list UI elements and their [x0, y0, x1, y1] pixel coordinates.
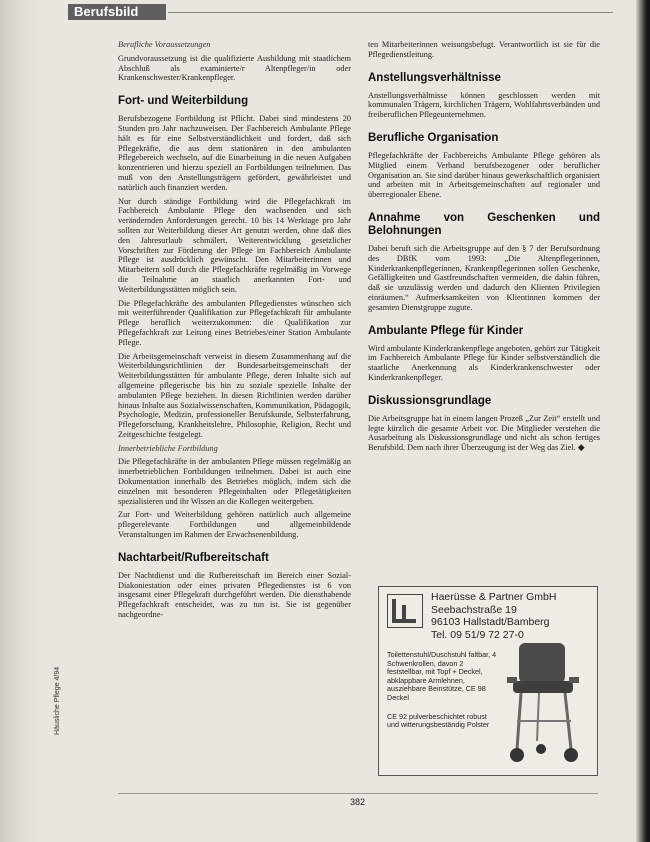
- heading-fort-weiterbildung: Fort- und Weiterbildung: [118, 95, 249, 108]
- continued-paragraph: ten Mitarbeiterinnen weisungsbefugt. Verantwortlich ist sie für die Pflegedienstleitung.: [368, 40, 600, 59]
- inner-paragraph-1: Die Pflegefachkräfte in der ambulanten Pflege müssen regelmäßig an innerbetrieblichen Fortbildungen teilnehmen. Dabei ist auch eine Dokumentation innerhalb des Betriebes möglich, indem sich die einzelnen mit besonderen Pflegeinhalten oder Pflegetätigkeiten spezialisieren und ihr Wissen an die Kollegen weitergeben.: [118, 457, 351, 506]
- commode-chair-icon: [499, 637, 591, 769]
- page-spine-shadow: [0, 0, 42, 842]
- company-logo-icon: [387, 594, 423, 628]
- fort-paragraph-1: Berufsbezogene Fortbildung ist Pflicht. Dabei sind mindestens 20 Stunden pro Jahr nachzuweisen. Der Fachbereich Ambulante Pflege hält es für eine Selbstverständlichkeit und fordert, daß sich Pflegekräfte, die aus dem stationären in den ambulanten Pflegebereich wechseln, auf die Einarbeitung in die neuen Aufgaben konzentrieren und hierzu speziell an Fortbildungen teilnehmen. Das muß von den Anstellungsträgern gefördert, gewährleistet und natürlich auch finanziert werden.: [118, 114, 351, 192]
- diskussion-text: Die Arbeitsgruppe hat in einem langen Prozeß „Zur Zeit“ erstellt und legte kürzlich die gesamte Arbeit vor. Die Mitglieder verstehen die Ausarbeitung als Diskussionsgrundlage und nicht als schon fertiges Berufsbild. Dem nach ihrer Überzeugung ist der Weg das Ziel.: [368, 413, 600, 453]
- end-mark: ◆: [577, 442, 585, 453]
- advertisement: [378, 586, 598, 776]
- heading-organisation: Berufliche Organisation: [368, 131, 499, 144]
- ad-description: [387, 651, 497, 740]
- page-number: 382: [350, 797, 366, 807]
- intro-paragraph: Grundvoraussetzung ist die qualifizierte Ausbildung mit staatlichem Abschluß als examinierte/r Altenpfleger/in oder Krankenschwester/Krankenpfleger.: [118, 53, 351, 83]
- fort-paragraph-3: Die Pflegefachkräfte des ambulanten Pflegedienstes wünschen sich mit weiterführender Qualifikation zur Pflegefachkraft für ambulante Pflege beruflich weiterzukommen: die Qualifikation zur Pflegefachkraft zur Leitung eines Betriebes/einer Station Ambulante Pflege.: [118, 298, 351, 347]
- ad-desc-2: CE 92 pulverbeschichtet robust und witterungsbeständig Polster: [387, 711, 490, 730]
- intro-subheading: Berufliche Voraussetzungen: [118, 40, 211, 49]
- ad-city: 96103 Hallstadt/Bamberg: [431, 616, 550, 628]
- ad-desc-1: Toilettenstuhl/Duschstuhl faltbar, 4 Schwenkrollen, davon 2 feststellbar, mit Topf + Deckel, abklappbare Armlehnen, ausziehbare Beinstütze, CE 98 Deckel: [387, 650, 497, 702]
- ad-street: Seebachstraße 19: [431, 603, 517, 616]
- geschenke-paragraph: Dabei beruft sich die Arbeitsgruppe auf den § 7 der Berufsordnung des DBfK vom 1993: „Die Altenpflegerinnen, Kinderkrankenpflegerinnen, Krankenpflegerinnen sollen Geschenke, Gefälligkeiten und Gastfreundschaften vermeiden, die dahin führen, daß sie unzulässig werden und dadurch den Klienten Privilegien einräumen.“ Aufmerksamkeiten von Klientinnen kommen der gesamten Dienstgruppe zugute.: [368, 243, 600, 312]
- side-caption: Häusliche Pflege 4/94: [54, 666, 61, 735]
- kinder-paragraph: Wird ambulante Kinderkrankenpflege angeboten, gehört zur Tätigkeit im Fachbereich Ambulante Pflege für Kinder selbstverständlich die staatliche Anerkennung als Kinderkrankenschwester oder Kinderkrankenpfleger.: [368, 343, 600, 382]
- inner-subheading: Innerbetriebliche Fortbildung: [118, 443, 218, 453]
- fort-paragraph-4: Die Arbeitsgemeinschaft verweist in diesem Zusammenhang auf die Weiterbildungsrichtlinien der Bundesarbeitsgemeinschaft der Weiterbildungsstätten für ambulante Pflege, deren Inhalte sich auf allgemeine pflegerische bis hin zu soziale spezielle Inhalte der ambulanten Pflege beziehen. In diesen Richtlinien werden darüber hinaus Inhalte aus Sozialwissenschaften, Kommunikation, Pädagogik, Psychologie, Medizin, professioneller Berufskunde, Selbsterfahrung, Pflegeforschung, Krankheitslehre, Philosophie, Religion, Recht und Zeitgeschichte festgelegt.: [118, 351, 351, 439]
- inner-paragraph-2: Zur Fort- und Weiterbildung gehören natürlich auch allgemeine pflegerelevante Fortbildungen und allgemeinbildende Veranstaltungen im Rahmen der Erwachsenenbildung.: [118, 510, 351, 540]
- heading-geschenke: Annahme von Geschenken und Belohnungen: [368, 211, 600, 237]
- heading-diskussion: Diskussionsgrundlage: [368, 394, 492, 407]
- heading-kinder: Ambulante Pflege für Kinder: [368, 324, 524, 337]
- ad-phone: Tel. 09 51/9 72 27-0: [431, 628, 524, 641]
- heading-anstellung: Anstellungsverhältnisse: [368, 71, 501, 84]
- ad-address: [431, 591, 556, 641]
- diskussion-paragraph: [368, 414, 600, 453]
- header-rule: [168, 12, 613, 13]
- heading-nachtarbeit: Nachtarbeit/Rufbereitschaft: [118, 551, 269, 564]
- organisation-paragraph: Pflegefachkräfte der Fachbereichs Ambulante Pflege gehören als Mitglied einem Verband berufsbezogener oder beruflicher Organisation an. Sie sind darüber hinaus gewerkschaftlich organisiert und arbeiten mit in Arbeitsgemeinschaften auf regionaler und überregionaler Ebene.: [368, 150, 600, 200]
- anstellung-paragraph: Anstellungsverhältnisse können geschlossen werden mit kommunalen Trägern, kirchlichen Trägern, Wohlfahrtsverbänden und freiberuflichen Pflegeunternehmen.: [368, 90, 600, 120]
- nacht-paragraph: Der Nachtdienst und die Rufbereitschaft im Bereich einer Sozial-Diakoniestation oder eines privaten Pflegedienstes ist 6 von insgesamt einer Pflegekraft durchgeführt werden. Die diensthabende Pflegefachkraft entscheidet, was zu tun ist. Sie ist gegenüber nachgeordne-: [118, 570, 351, 620]
- section-header: Berufsbild: [68, 4, 166, 20]
- right-column: [368, 40, 600, 457]
- ad-company: Haerüsse & Partner GmbH: [431, 591, 557, 603]
- page-edge-shadow: [636, 0, 650, 842]
- fort-paragraph-2: Nur durch ständige Fortbildung wird die Pflegefachkraft im Fachbereich Ambulante Pflege den wachsenden und sich verändernden Anforderungen gerecht. 10 bis 14 Werktage pro Jahr sollten zur Weiterbildung dieser Art genutzt werden, ohne daß dies den Jahresurlaub schmälert. Weiterentwicklung gesetzlicher Vorschriften zur Förderung der Pflege im Fachbereich Ambulante Pflege ist ausdrücklich gewünscht. Den Mitarbeiterinnen und Mitarbeitern soll durch die Pflegefachkräfte regelmäßig im Vorwege die Teilnahme an staatlich anerkannten Fort- und Weiterbildungsstätten möglich sein.: [118, 196, 351, 294]
- left-column: [118, 40, 351, 624]
- footer-rule: [118, 793, 598, 794]
